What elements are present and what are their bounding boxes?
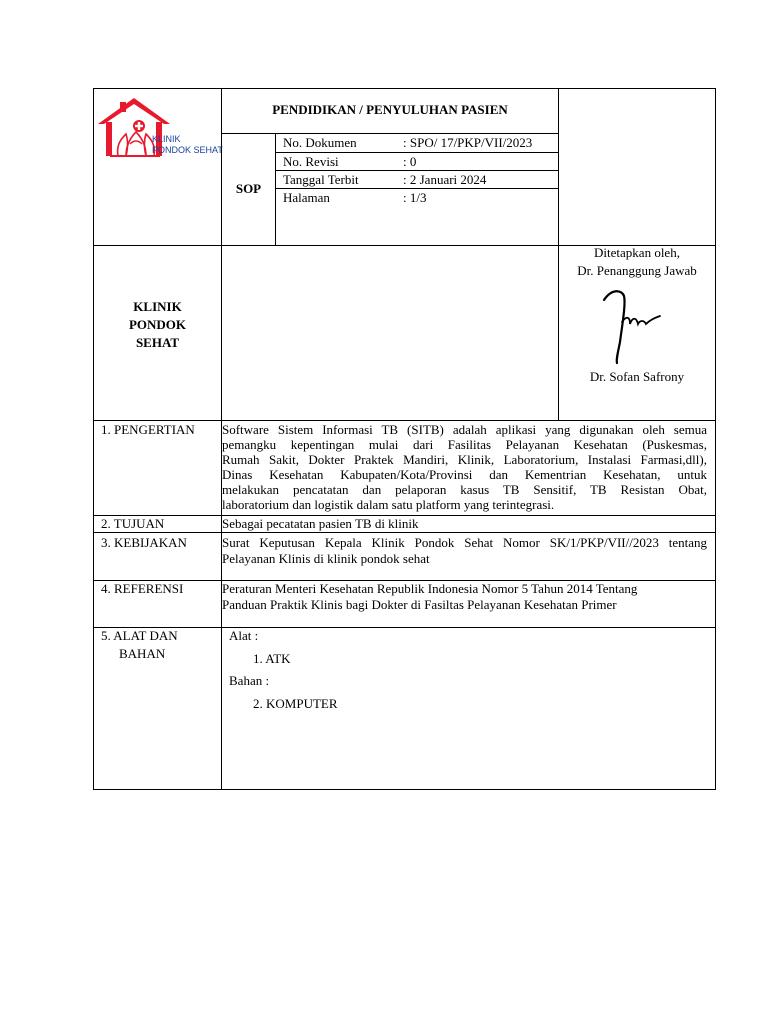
clinic-name [94,298,221,352]
logo-text-line1: KLINIK [152,134,181,144]
section-label-pengertian: 1. PENGERTIAN [101,422,195,437]
referensi-line1: Peraturan Menteri Kesehatan Republik Indonesia Nomor 5 Tahun 2014 Tentang [222,581,638,596]
section-label-kebijakan: 3. KEBIJAKAN [101,535,187,550]
section-text-referensi [222,581,707,613]
section-label-alat-line1: 5. ALAT DAN [101,628,178,643]
alat-item-atk: 1. ATK [253,651,291,666]
meta-label-no-revisi: No. Revisi [283,154,339,169]
kebijakan-line2: Pelayanan Klinis di klinik pondok sehat [222,551,430,566]
meta-value-halaman: : 1/3 [403,190,427,205]
meta-value-no-revisi: : 0 [403,154,417,169]
kebijakan-line1: Surat Keputusan Kepala Klinik Pondok Sehat Nomor SK/1/PKP/VII//2023 tentang [222,535,707,550]
document-title: PENDIDIKAN / PENYULUHAN PASIEN [272,102,508,117]
approval-line2: Dr. Penanggung Jawab [577,263,697,278]
pengertian-line: Rumah Sakit, Dokter Praktek Mandiri, Klinik, Laboratorium, Instalasi Farmasi,dll), [222,452,707,467]
clinic-name-line3: SEHAT [135,335,180,350]
section-label-tujuan: 2. TUJUAN [101,516,165,531]
pengertian-line: pemangku kepentingan mulai dari Fasilitas Pelayanan Kesehatan (Puskesmas, [222,437,707,452]
section-text-pengertian [222,422,707,512]
sop-label: SOP [235,181,262,196]
bahan-label: Bahan : [229,673,270,688]
approval-line1: Ditetapkan oleh, [594,245,680,260]
meta-label-halaman: Halaman [283,190,330,205]
referensi-line2: Panduan Praktik Klinis bagi Dokter di Fasiltas Pelayanan Kesehatan Primer [222,597,617,612]
meta-value-tanggal-terbit: : 2 Januari 2024 [403,172,487,187]
pengertian-line: melakukan pencatatan dan pelaporan kasus TB Sensitif, TB Resistan Obat, [222,482,707,497]
section-label-referensi: 4. REFERENSI [101,581,184,596]
meta-label-tanggal-terbit: Tanggal Terbit [283,172,359,187]
logo-text-line2: PONDOK SEHAT [152,145,223,155]
pengertian-line: Software Sistem Informasi TB (SITB) adalah aplikasi yang digunakan oleh semua [222,422,707,437]
clinic-logo [96,94,223,160]
approval-name: Dr. Sofan Safrony [589,369,685,384]
pengertian-line: laboratorium dan logistik dalam satu platform yang terintegrasi. [222,497,555,512]
section-text-tujuan: Sebagai pecatatan pasien TB di klinik [222,516,419,531]
meta-value-no-dokumen: : SPO/ 17/PKP/VII/2023 [403,135,533,150]
clinic-name-line1: KLINIK [133,299,182,314]
bahan-item-komputer: 2. KOMPUTER [253,696,338,711]
meta-label-no-dokumen: No. Dokumen [283,135,357,150]
alat-label: Alat : [229,628,259,643]
section-text-kebijakan [222,535,707,567]
section-label-alat-line2: BAHAN [119,646,166,661]
signature-image [596,286,666,366]
clinic-name-line2: PONDOK [128,317,187,332]
pengertian-line: Dinas Kesehatan Kabupaten/Kota/Provinsi dan Kementrian Kesehatan, untuk [222,467,707,482]
